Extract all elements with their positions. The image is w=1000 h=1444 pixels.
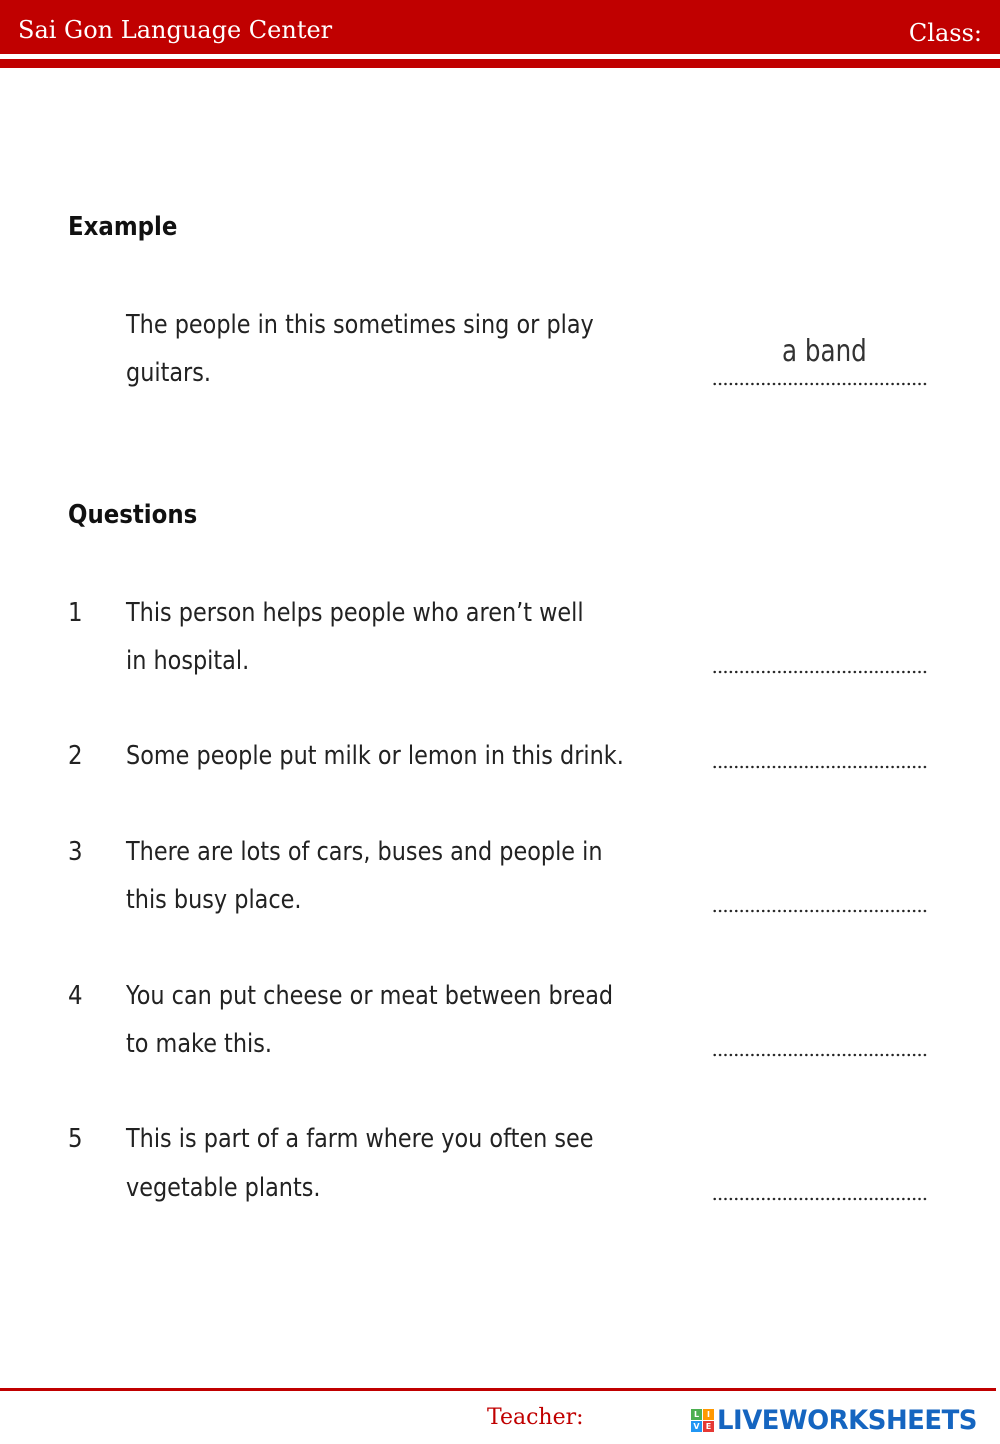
example-answer: a band	[782, 334, 867, 369]
teacher-label: Teacher:	[487, 1405, 584, 1430]
logo-letter-l: L	[691, 1409, 702, 1420]
question-5-number: 5	[68, 1124, 83, 1154]
question-5-line-1: This is part of a farm where you often see	[126, 1124, 594, 1154]
logo-letter-i: I	[703, 1409, 714, 1420]
question-5-answer-field[interactable]	[712, 1197, 927, 1201]
example-text-line-2: guitars.	[126, 358, 212, 388]
question-1-line-2: in hospital.	[126, 646, 250, 676]
liveworksheets-logo[interactable]	[691, 1405, 988, 1435]
center-name: Sai Gon Language Center	[18, 16, 333, 44]
liveworksheets-logo-text: LIVEWORKSHEETS	[717, 1404, 978, 1436]
question-3-line-1: There are lots of cars, buses and people in	[126, 837, 603, 867]
question-4-line-2: to make this.	[126, 1029, 272, 1059]
question-3-line-2: this busy place.	[126, 885, 302, 915]
question-2-answer-field[interactable]	[712, 765, 927, 769]
example-answer-line	[712, 382, 927, 386]
question-1-number: 1	[68, 598, 83, 628]
questions-heading: Questions	[68, 500, 198, 530]
logo-letter-v: V	[691, 1421, 702, 1432]
question-4-answer-field[interactable]	[712, 1053, 927, 1057]
example-text-line-1: The people in this sometimes sing or play	[126, 310, 594, 340]
question-4-number: 4	[68, 981, 83, 1011]
class-label: Class:	[908, 19, 982, 47]
question-1-line-1: This person helps people who aren’t well	[126, 598, 584, 628]
logo-letter-e: E	[703, 1421, 714, 1432]
example-heading: Example	[68, 212, 178, 242]
liveworksheets-logo-icon	[691, 1409, 714, 1432]
question-2-number: 2	[68, 741, 83, 771]
header-divider	[0, 59, 1000, 68]
question-2-line-1: Some people put milk or lemon in this drink.	[126, 741, 624, 771]
question-4-line-1: You can put cheese or meat between bread	[126, 981, 614, 1011]
question-3-answer-field[interactable]	[712, 909, 927, 913]
question-5-line-2: vegetable plants.	[126, 1173, 321, 1203]
footer-divider	[0, 1388, 996, 1391]
question-3-number: 3	[68, 837, 83, 867]
question-1-answer-field[interactable]	[712, 670, 927, 674]
